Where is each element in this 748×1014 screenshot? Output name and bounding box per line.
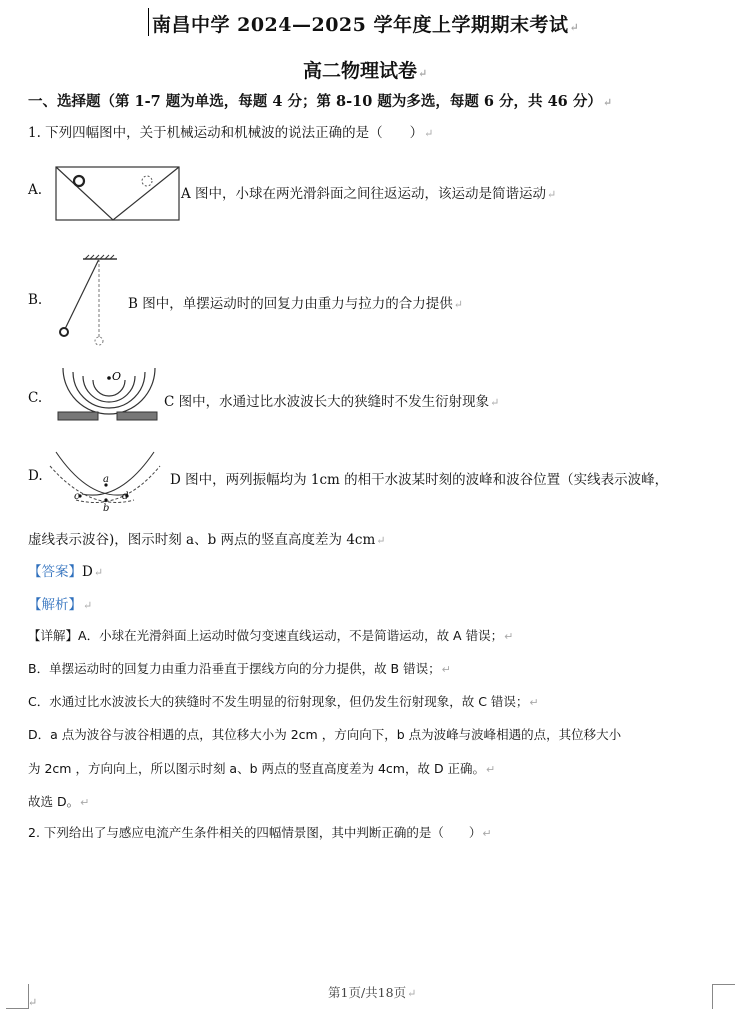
- page-corner-left: [6, 984, 29, 1009]
- option-a-label: A.: [28, 182, 43, 198]
- detail-line-3: C．水通过比水波波长大的狭缝时不发生明显的衍射现象，但仍发生衍射现象，故 C 错误；↵: [28, 694, 539, 709]
- detail-tag: 【详解】: [28, 628, 79, 643]
- page-corner-right: [712, 984, 735, 1009]
- section-heading: 一、选择题（第 1-7 题为单选，每题 4 分；第 8-10 题为多选，每题 6 分，共 46 分）↵: [28, 93, 613, 110]
- page-footer: 第1页/共18页↵: [328, 985, 417, 1000]
- detail-line-5: 为 2cm ，方向向上，所以图示时刻 a、b 两点的竖直高度差为 4cm，故 D 正确。↵: [28, 761, 496, 776]
- detail-line-1: 【详解】A．小球在光滑斜面上运动时做匀变速直线运动，不是简谐运动，故 A 错误；↵: [28, 628, 514, 643]
- figure-d-interference: [50, 450, 162, 512]
- option-c-text: C 图中，水通过比水波波长大的狭缝时不发生衍射现象↵: [164, 394, 500, 410]
- option-b-label: B.: [28, 292, 43, 308]
- detail-line-4: D．a 点为波谷与波谷相遇的点，其位移大小为 2cm ，方向向下，b 点为波峰与波峰相遇的点，其位移大小: [28, 727, 622, 742]
- paper-subtitle: 高二物理试卷↵: [303, 60, 428, 82]
- point-b-label: b: [103, 503, 110, 514]
- answer-line: 【答案】D↵: [28, 564, 104, 580]
- figure-b-pendulum: [55, 255, 125, 347]
- answer-value: D: [82, 564, 93, 580]
- text-cursor: [148, 8, 149, 36]
- point-c-label: c: [74, 491, 80, 502]
- q2-stem: 2. 下列给出了与感应电流产生条件相关的四幅情景图，其中判断正确的是（ ）↵: [28, 825, 492, 840]
- option-d-text: D 图中，两列振幅均为 1cm 的相干水波某时刻的波峰和波谷位置（实线表示波峰，: [170, 472, 669, 488]
- point-a-label: a: [103, 474, 109, 485]
- detail-line-2: B．单摆运动时的回复力由重力沿垂直于摆线方向的分力提供，故 B 错误；↵: [28, 661, 451, 676]
- option-c-label: C.: [28, 390, 43, 406]
- answer-tag: 【答案】: [28, 564, 82, 580]
- option-d-label: D.: [28, 468, 43, 484]
- figure-a-inclines: [55, 166, 180, 222]
- point-d-label: d: [122, 491, 129, 502]
- option-b-text: B 图中，单摆运动时的回复力由重力与拉力的合力提供↵: [128, 296, 463, 312]
- detail-line-6: 故选 D。↵: [28, 794, 90, 809]
- ball-solid-icon: [74, 176, 84, 186]
- exam-title: 南昌中学 2024—2025 学年度上学期期末考试↵: [152, 14, 580, 36]
- option-d-text-cont: 虚线表示波谷)，图示时刻 a、b 两点的竖直高度差为 4cm↵: [28, 532, 386, 548]
- option-a-text: A 图中，小球在两光滑斜面之间往返运动，该运动是简谐运动↵: [181, 186, 557, 202]
- analysis-line: 【解析】↵: [28, 597, 93, 613]
- figure-c-diffraction: [55, 364, 163, 424]
- analysis-tag: 【解析】: [28, 597, 82, 613]
- ball-dashed-icon: [142, 176, 152, 186]
- point-o-label: O: [112, 370, 122, 383]
- paragraph-mark: ↵: [28, 996, 38, 1009]
- q1-stem: 1. 下列四幅图中，关于机械运动和机械波的说法正确的是（ ）↵: [28, 125, 434, 141]
